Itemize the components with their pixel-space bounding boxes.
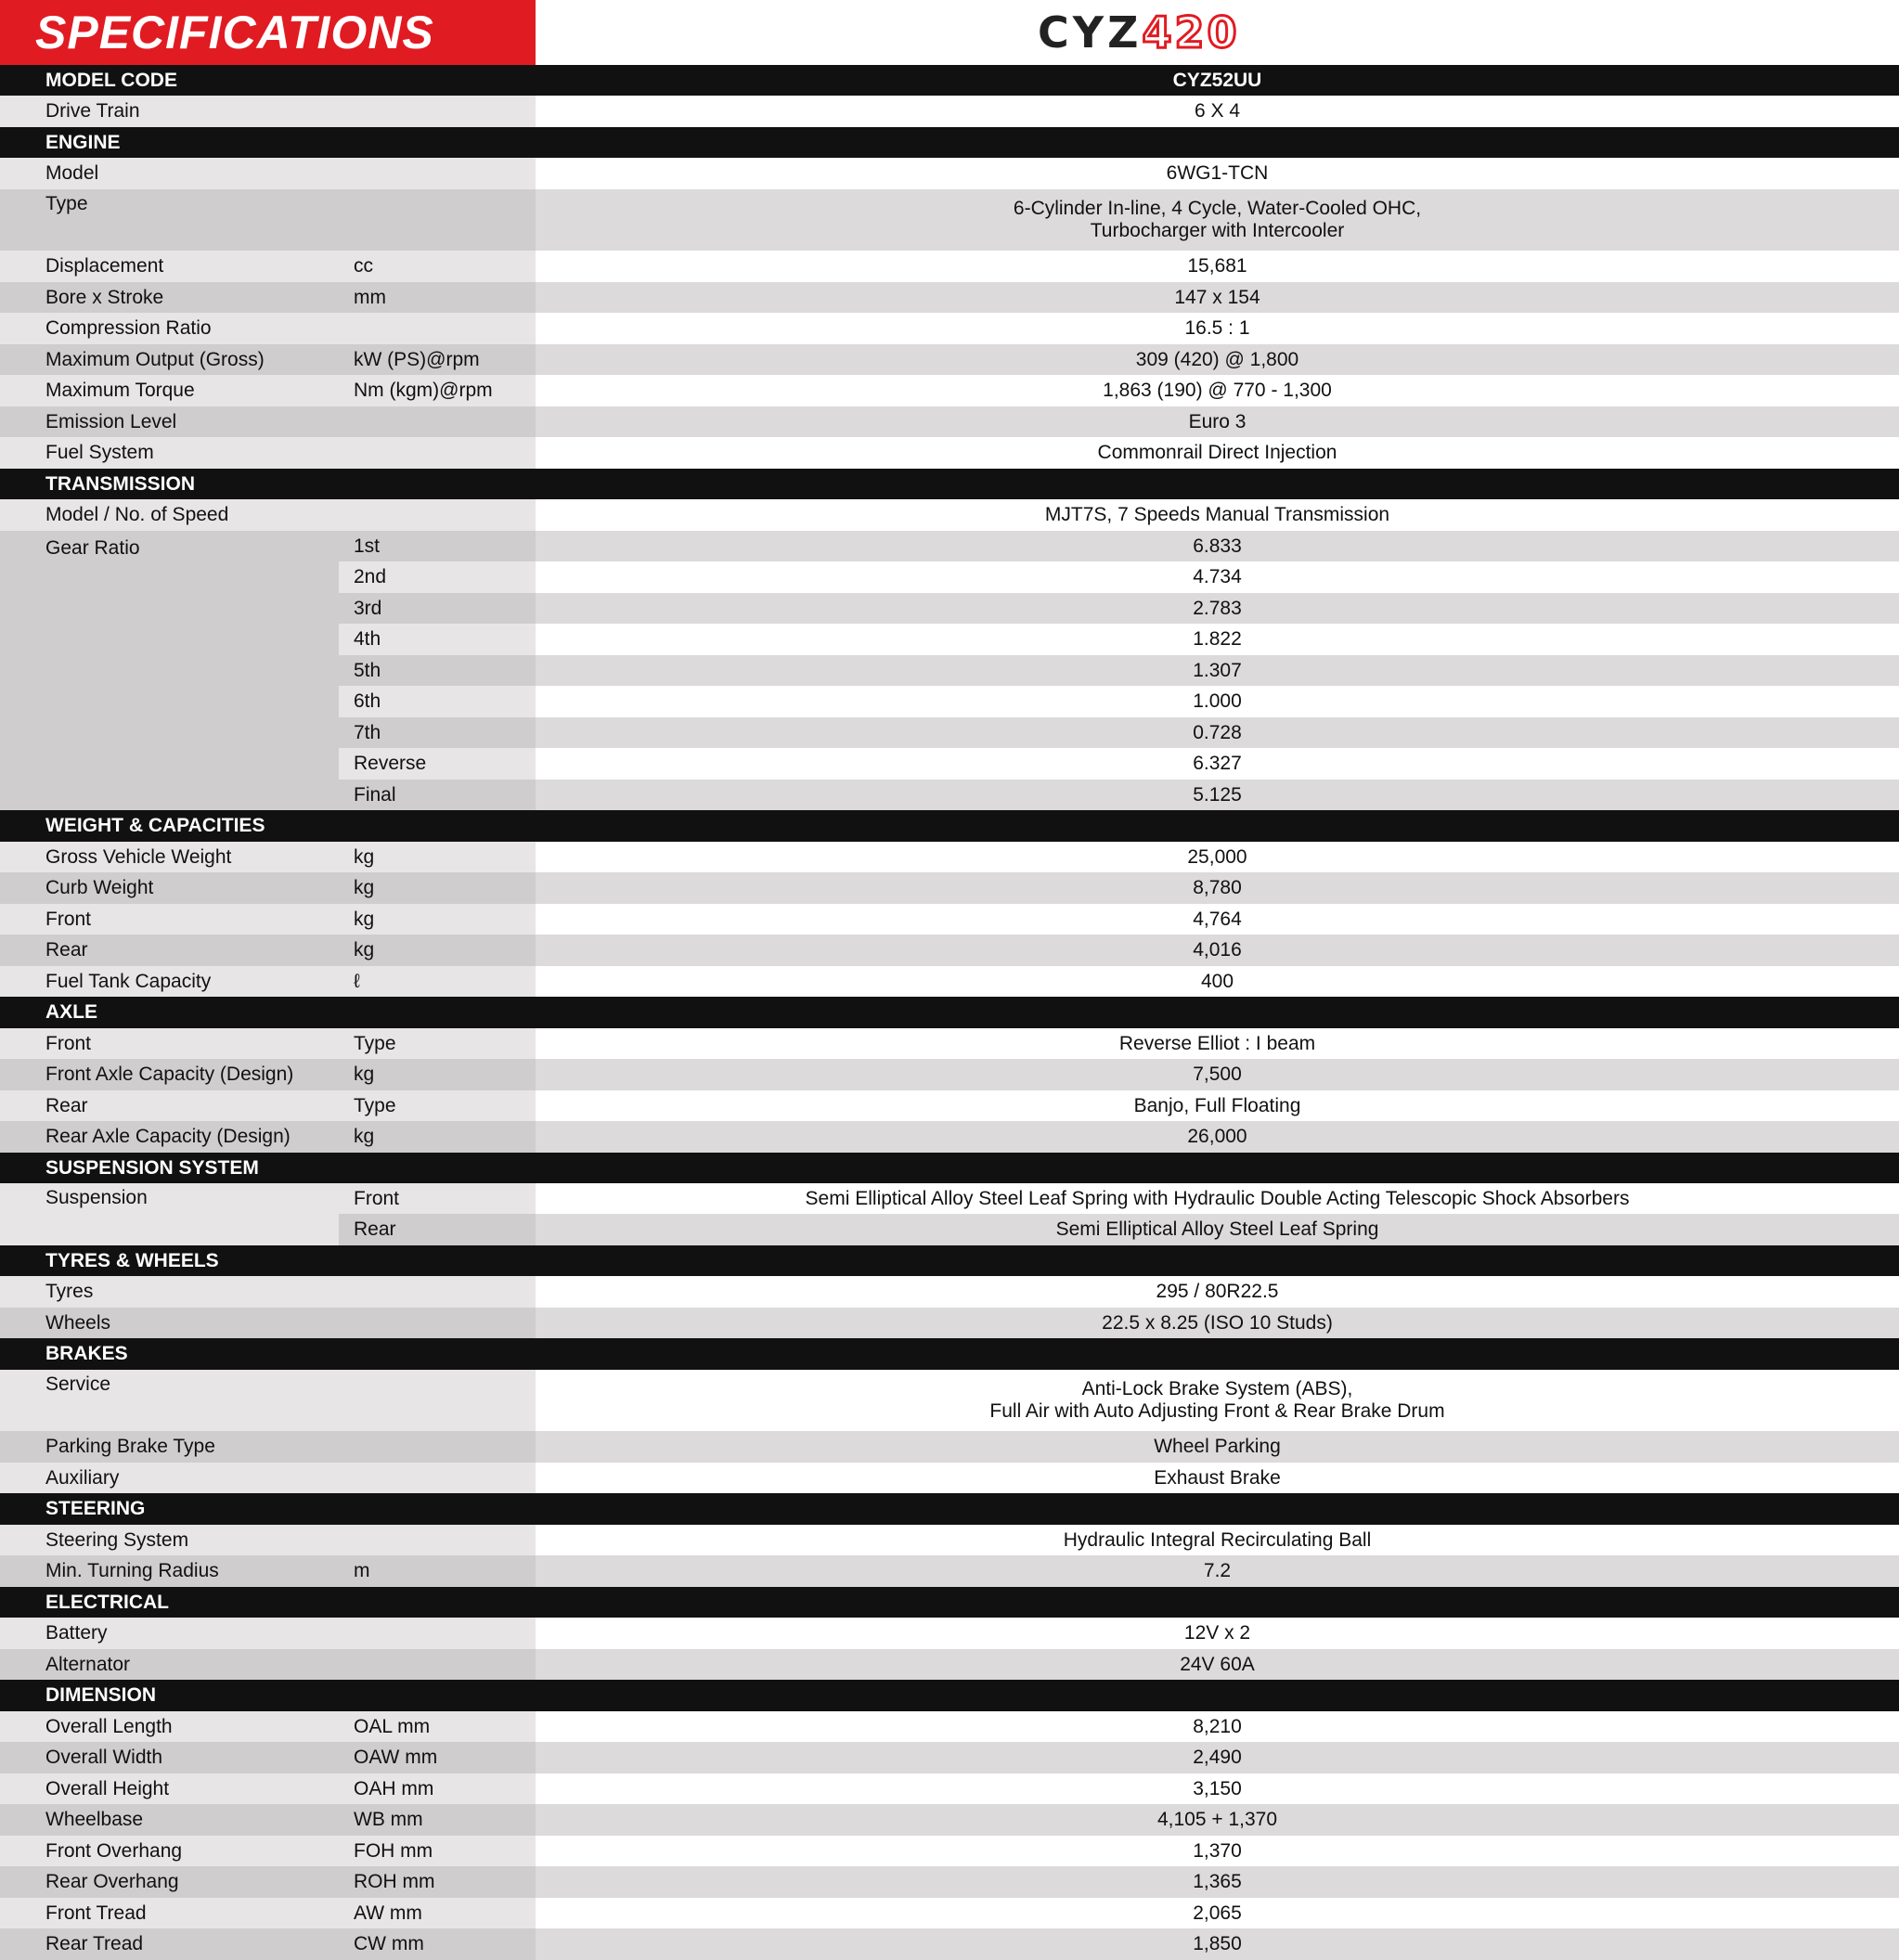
- spec-unit: m: [339, 1555, 536, 1587]
- suspension-group: [0, 1183, 1899, 1245]
- spec-table: [0, 65, 1899, 1960]
- spec-value: Exhaust Brake: [536, 1463, 1899, 1493]
- section-title: TRANSMISSION: [45, 472, 196, 495]
- spec-label: Front Tread: [0, 1898, 339, 1928]
- spec-row: [0, 1804, 1899, 1836]
- spec-label: Overall Width: [0, 1742, 339, 1773]
- section-title: ENGINE: [45, 131, 121, 153]
- spec-label: Service: [0, 1370, 339, 1431]
- spec-value: [536, 189, 1899, 251]
- spec-value: Wheel Parking: [536, 1431, 1899, 1463]
- spec-row: [0, 499, 1899, 531]
- spec-label: Bore x Stroke: [0, 282, 339, 313]
- spec-unit: Front: [339, 1183, 536, 1214]
- spec-label: Maximum Output (Gross): [0, 344, 339, 375]
- gear-value: 6.327: [536, 748, 1899, 780]
- section-header-axle: [0, 997, 1899, 1028]
- section-header-model-code: [0, 65, 1899, 96]
- spec-label: Rear Tread: [0, 1928, 339, 1960]
- spec-unit: ROH mm: [339, 1866, 536, 1898]
- spec-row: [0, 437, 1899, 469]
- spec-unit: cc: [339, 251, 536, 282]
- gear-name: 2nd: [339, 561, 536, 593]
- spec-unit: Nm (kgm)@rpm: [339, 375, 536, 406]
- section-header-tyres: [0, 1245, 1899, 1276]
- spec-value: 8,210: [536, 1711, 1899, 1742]
- spec-unit: [339, 437, 536, 469]
- gear-row: [339, 561, 1899, 593]
- spec-unit: OAL mm: [339, 1711, 536, 1742]
- spec-label: Overall Length: [0, 1711, 339, 1742]
- section-title: MODEL CODE: [45, 69, 177, 91]
- spec-unit: [339, 189, 536, 251]
- spec-unit: kg: [339, 935, 536, 966]
- spec-unit: Rear: [339, 1214, 536, 1245]
- spec-row: [0, 375, 1899, 406]
- spec-value: 295 / 80R22.5: [536, 1276, 1899, 1308]
- spec-value: 26,000: [536, 1121, 1899, 1153]
- spec-row: [0, 1649, 1899, 1680]
- spec-row: [0, 1773, 1899, 1804]
- gear-value: 6.833: [536, 531, 1899, 561]
- section-title: STEERING: [45, 1498, 146, 1519]
- section-header-transmission: [0, 469, 1899, 499]
- spec-label: Compression Ratio: [0, 313, 339, 344]
- spec-value: 400: [536, 966, 1899, 997]
- spec-value: Semi Elliptical Alloy Steel Leaf Spring: [536, 1214, 1899, 1245]
- spec-unit: [339, 1525, 536, 1555]
- section-header-suspension: [0, 1153, 1899, 1183]
- section-title: AXLE: [45, 1001, 98, 1023]
- spec-unit: [339, 1618, 536, 1649]
- spec-value: Commonrail Direct Injection: [536, 437, 1899, 469]
- spec-unit: [339, 1463, 536, 1493]
- spec-label: Auxiliary: [0, 1463, 339, 1493]
- spec-row: [0, 1090, 1899, 1121]
- spec-unit: FOH mm: [339, 1836, 536, 1866]
- spec-value: Euro 3: [536, 406, 1899, 437]
- spec-value: 6WG1-TCN: [536, 158, 1899, 189]
- suspension-row: [339, 1214, 1899, 1245]
- spec-row: [0, 251, 1899, 282]
- spec-row: [0, 1276, 1899, 1308]
- spec-value: 24V 60A: [536, 1649, 1899, 1680]
- gear-value: 1.000: [536, 686, 1899, 717]
- spec-value: 1,365: [536, 1866, 1899, 1898]
- spec-label: Battery: [0, 1618, 339, 1649]
- spec-row: [0, 406, 1899, 437]
- spec-value: 6 X 4: [536, 96, 1899, 127]
- section-header-steering: [0, 1493, 1899, 1525]
- spec-row: [0, 872, 1899, 904]
- spec-unit: mm: [339, 282, 536, 313]
- spec-value: 3,150: [536, 1773, 1899, 1804]
- gear-value: 1.822: [536, 624, 1899, 655]
- gear-name: Reverse: [339, 748, 536, 780]
- spec-row: [0, 1525, 1899, 1555]
- spec-unit: CW mm: [339, 1928, 536, 1960]
- spec-unit: OAW mm: [339, 1742, 536, 1773]
- spec-unit: [339, 1431, 536, 1463]
- section-header-electrical: [0, 1587, 1899, 1618]
- spec-value-line: Anti-Lock Brake System (ABS),: [1081, 1378, 1353, 1399]
- spec-row: [0, 1866, 1899, 1898]
- spec-row: [0, 189, 1899, 251]
- gear-row: [339, 624, 1899, 655]
- gear-row: [339, 655, 1899, 686]
- model-code-value: CYZ52UU: [1172, 69, 1262, 91]
- spec-row: [0, 1431, 1899, 1463]
- spec-label: Model / No. of Speed: [0, 499, 339, 531]
- section-header-brakes: [0, 1338, 1899, 1370]
- gear-name: Final: [339, 780, 536, 810]
- spec-label: Parking Brake Type: [0, 1431, 339, 1463]
- gear-value: 0.728: [536, 717, 1899, 748]
- header: [0, 0, 1899, 65]
- spec-value-line: Turbocharger with Intercooler: [1090, 220, 1345, 241]
- spec-row: [0, 1121, 1899, 1153]
- spec-label: Emission Level: [0, 406, 339, 437]
- section-title: ELECTRICAL: [45, 1591, 169, 1613]
- spec-row: [0, 1742, 1899, 1773]
- spec-value: Hydraulic Integral Recirculating Ball: [536, 1525, 1899, 1555]
- spec-value: 1,850: [536, 1928, 1899, 1960]
- spec-unit: [339, 313, 536, 344]
- spec-unit: kg: [339, 1059, 536, 1090]
- spec-row: [0, 1463, 1899, 1493]
- spec-row: [0, 282, 1899, 313]
- spec-value: 4,764: [536, 904, 1899, 935]
- spec-unit: Type: [339, 1028, 536, 1059]
- spec-label: Fuel System: [0, 437, 339, 469]
- spec-label: Alternator: [0, 1649, 339, 1680]
- section-title: BRAKES: [45, 1343, 128, 1364]
- section-header-engine: [0, 127, 1899, 158]
- spec-unit: [339, 1649, 536, 1680]
- spec-label: Model: [0, 158, 339, 189]
- spec-label: Wheels: [0, 1308, 339, 1338]
- spec-label: Front Overhang: [0, 1836, 339, 1866]
- spec-label: Tyres: [0, 1276, 339, 1308]
- gear-name: 1st: [339, 531, 536, 561]
- spec-label: Front: [0, 1028, 339, 1059]
- spec-row: [0, 1618, 1899, 1649]
- gear-name: 4th: [339, 624, 536, 655]
- spec-value: 4,105 + 1,370: [536, 1804, 1899, 1836]
- spec-unit: [339, 1370, 536, 1431]
- spec-value: Banjo, Full Floating: [536, 1090, 1899, 1121]
- spec-label: Type: [0, 189, 339, 251]
- gear-value: 2.783: [536, 593, 1899, 624]
- specifications-badge: SPECIFICATIONS: [0, 0, 536, 65]
- spec-unit: kg: [339, 1121, 536, 1153]
- spec-label: Fuel Tank Capacity: [0, 966, 339, 997]
- spec-row: [0, 842, 1899, 872]
- spec-unit: kW (PS)@rpm: [339, 344, 536, 375]
- spec-row: [0, 1836, 1899, 1866]
- spec-value: Semi Elliptical Alloy Steel Leaf Spring with Hydraulic Double Acting Telescopic Shock Absorbers: [536, 1183, 1899, 1214]
- spec-unit: AW mm: [339, 1898, 536, 1928]
- spec-value-line: Full Air with Auto Adjusting Front & Rear Brake Drum: [989, 1400, 1445, 1422]
- model-logo: [1038, 9, 1239, 56]
- suspension-label: Suspension: [0, 1183, 339, 1245]
- spec-value-line: 6-Cylinder In-line, 4 Cycle, Water-Cooled OHC,: [1013, 198, 1422, 219]
- spec-label: Displacement: [0, 251, 339, 282]
- section-title: TYRES & WHEELS: [45, 1249, 219, 1271]
- gear-row: [339, 686, 1899, 717]
- section-title: DIMENSION: [45, 1684, 157, 1706]
- spec-unit: kg: [339, 842, 536, 872]
- spec-row: [0, 1308, 1899, 1338]
- spec-unit: [339, 96, 536, 127]
- spec-value: 7,500: [536, 1059, 1899, 1090]
- gear-ratio-rows: [339, 531, 1899, 810]
- spec-row: [0, 313, 1899, 344]
- spec-row: [0, 1028, 1899, 1059]
- spec-row: [0, 1555, 1899, 1587]
- spec-value: 7.2: [536, 1555, 1899, 1587]
- gear-row: [339, 748, 1899, 780]
- spec-value: 8,780: [536, 872, 1899, 904]
- spec-unit: [339, 499, 536, 531]
- spec-value: 2,065: [536, 1898, 1899, 1928]
- spec-value: 1,370: [536, 1836, 1899, 1866]
- spec-value: 309 (420) @ 1,800: [536, 344, 1899, 375]
- gear-value: 4.734: [536, 561, 1899, 593]
- logo-letters: CYZ: [1038, 7, 1143, 58]
- spec-value: 1,863 (190) @ 770 - 1,300: [536, 375, 1899, 406]
- spec-row: [0, 1711, 1899, 1742]
- gear-ratio-group: [0, 531, 1899, 810]
- gear-ratio-label: Gear Ratio: [0, 531, 339, 810]
- spec-label: Wheelbase: [0, 1804, 339, 1836]
- spec-label: Rear Overhang: [0, 1866, 339, 1898]
- spec-unit: kg: [339, 872, 536, 904]
- gear-row: [339, 531, 1899, 561]
- gear-row: [339, 780, 1899, 810]
- spec-row: [0, 1059, 1899, 1090]
- spec-unit: ℓ: [339, 966, 536, 997]
- spec-value: 4,016: [536, 935, 1899, 966]
- spec-label: Front: [0, 904, 339, 935]
- spec-unit: kg: [339, 904, 536, 935]
- spec-label: Min. Turning Radius: [0, 1555, 339, 1587]
- spec-unit: OAH mm: [339, 1773, 536, 1804]
- section-header-weight: [0, 810, 1899, 842]
- spec-row: [0, 344, 1899, 375]
- spec-row: [0, 966, 1899, 997]
- spec-label: Rear: [0, 935, 339, 966]
- spec-unit: Type: [339, 1090, 536, 1121]
- gear-name: 7th: [339, 717, 536, 748]
- spec-label: Maximum Torque: [0, 375, 339, 406]
- spec-row: [0, 935, 1899, 966]
- spec-unit: [339, 1276, 536, 1308]
- spec-row: [0, 1898, 1899, 1928]
- spec-row: [0, 904, 1899, 935]
- spec-value: 22.5 x 8.25 (ISO 10 Studs): [536, 1308, 1899, 1338]
- spec-label: Overall Height: [0, 1773, 339, 1804]
- spec-value: [536, 1370, 1899, 1431]
- spec-label: Curb Weight: [0, 872, 339, 904]
- spec-label: Steering System: [0, 1525, 339, 1555]
- spec-label: Gross Vehicle Weight: [0, 842, 339, 872]
- spec-unit: [339, 158, 536, 189]
- spec-value: 15,681: [536, 251, 1899, 282]
- gear-value: 1.307: [536, 655, 1899, 686]
- gear-row: [339, 717, 1899, 748]
- section-title: WEIGHT & CAPACITIES: [45, 815, 265, 836]
- section-header-dimension: [0, 1680, 1899, 1711]
- logo-digits: 420: [1142, 7, 1240, 58]
- spec-row: [0, 96, 1899, 127]
- gear-value: 5.125: [536, 780, 1899, 810]
- spec-unit: [339, 1308, 536, 1338]
- spec-value: 147 x 154: [536, 282, 1899, 313]
- section-title: SUSPENSION SYSTEM: [45, 1156, 259, 1179]
- spec-unit: [339, 406, 536, 437]
- spec-value: 16.5 : 1: [536, 313, 1899, 344]
- spec-label: Front Axle Capacity (Design): [0, 1059, 339, 1090]
- spec-row: [0, 1370, 1899, 1431]
- spec-value: Reverse Elliot : I beam: [536, 1028, 1899, 1059]
- spec-label: Drive Train: [0, 96, 339, 127]
- suspension-rows: [339, 1183, 1899, 1245]
- spec-label: Rear: [0, 1090, 339, 1121]
- spec-unit: WB mm: [339, 1804, 536, 1836]
- spec-row: [0, 1928, 1899, 1960]
- spec-value: 2,490: [536, 1742, 1899, 1773]
- gear-name: 5th: [339, 655, 536, 686]
- gear-name: 6th: [339, 686, 536, 717]
- spec-value: 12V x 2: [536, 1618, 1899, 1649]
- spec-value: 25,000: [536, 842, 1899, 872]
- gear-row: [339, 593, 1899, 624]
- gear-name: 3rd: [339, 593, 536, 624]
- suspension-row: [339, 1183, 1899, 1214]
- spec-row: [0, 158, 1899, 189]
- spec-value: MJT7S, 7 Speeds Manual Transmission: [536, 499, 1899, 531]
- spec-label: Rear Axle Capacity (Design): [0, 1121, 339, 1153]
